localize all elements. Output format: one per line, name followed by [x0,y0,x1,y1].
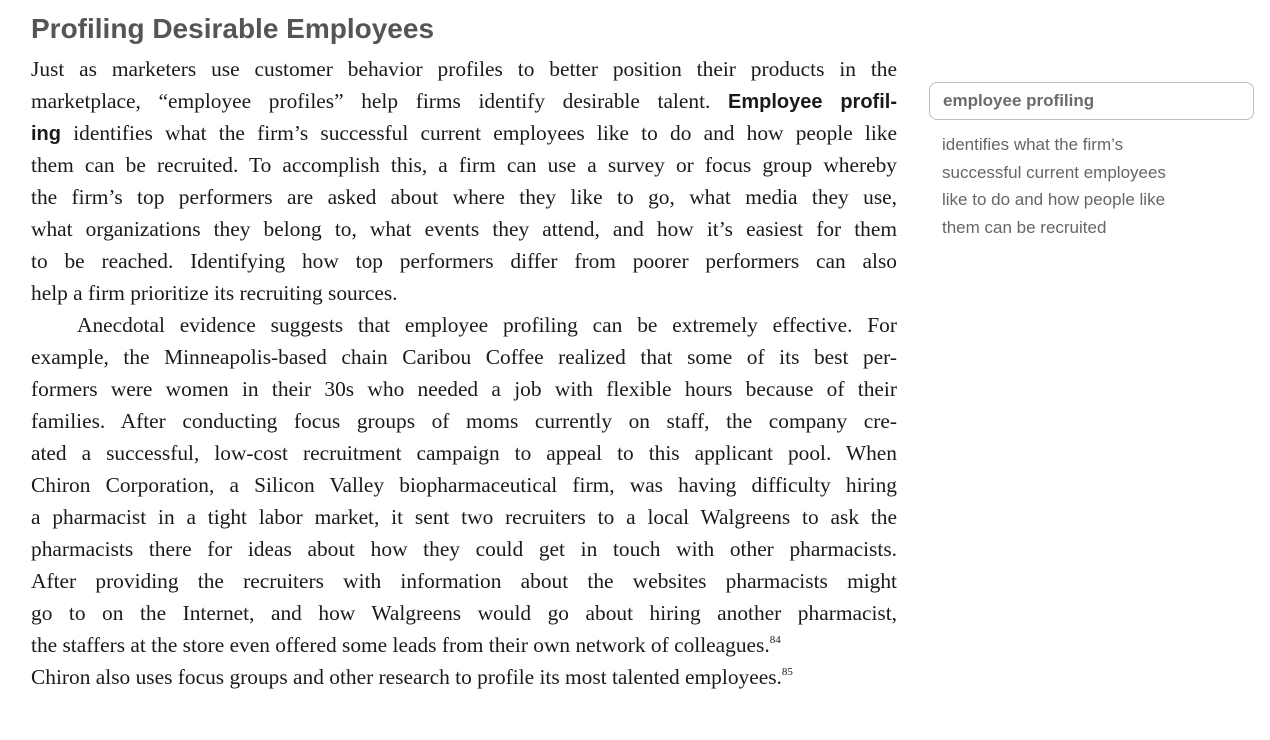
definition-line: like to do and how people like [942,190,1166,209]
footnote-marker: 84 [769,634,781,646]
paragraph-1 [31,53,897,309]
text-line: go to on the Internet, and how Walgreens would go about hiring another pharmacist, [31,601,897,625]
text-line [31,661,897,693]
margin-term-box [929,82,1254,120]
margin-term: employee profiling [943,91,1095,110]
definition-line: successful current employees [942,162,1166,182]
key-term: Employee profil- [728,91,897,113]
text-span: the staffers at the store even offered some leads from their own network of colleagues. [31,633,770,657]
text-line: example, the Minneapolis-based chain Caribou Coffee realized that some of its best per- [31,345,897,369]
text-line: them can be recruited. To accomplish this, a firm can use a survey or focus group whereby [31,153,897,177]
text-span: Chiron also uses focus groups and other research to profile its most talented employees. [31,665,782,689]
footnote-marker: 85 [781,666,793,678]
text-line: After providing the recruiters with information about the websites pharmacists might [31,569,897,593]
text-line: Anecdotal evidence suggests that employee profiling can be extremely effective. For [77,313,897,337]
text-line: help a firm prioritize its recruiting sources. [31,281,398,305]
body-text [31,53,897,693]
section-title: Profiling Desirable Employees [31,13,435,44]
key-term: ing [31,123,61,145]
definition-line: them can be recruited [942,217,1107,237]
text-line: pharmacists there for ideas about how they could get in touch with other pharmacists. [31,537,897,561]
text-line: families. After conducting focus groups of moms currently on staff, the company cre- [31,409,897,433]
text-line [31,629,897,661]
text-line: formers were women in their 30s who needed a job with flexible hours because of their [31,377,897,401]
text-span: identifies what the firm’s successful current employees like to do and how people like [73,121,897,145]
text-line: ated a successful, low-cost recruitment campaign to appeal to this applicant pool. When [31,441,897,465]
text-line [31,117,897,149]
text-line: what organizations they belong to, what events they attend, and how it’s easiest for them [31,217,897,241]
paragraph-2 [31,309,897,693]
margin-definition [942,131,1232,241]
text-span: marketplace, “employee profiles” help firms identify desirable talent. [31,89,711,113]
text-line [31,85,897,117]
definition-line: identifies what the firm’s [942,135,1124,154]
text-line: Chiron Corporation, a Silicon Valley biopharmaceutical firm, was having difficulty hiring [31,473,897,497]
text-line: to be reached. Identifying how top performers differ from poorer performers can also [31,249,897,273]
text-line: the firm’s top performers are asked about where they like to go, what media they use, [31,185,897,209]
text-line: a pharmacist in a tight labor market, it sent two recruiters to a local Walgreens to ask the [31,505,897,529]
text-line: Just as marketers use customer behavior profiles to better position their products in the [31,57,897,81]
